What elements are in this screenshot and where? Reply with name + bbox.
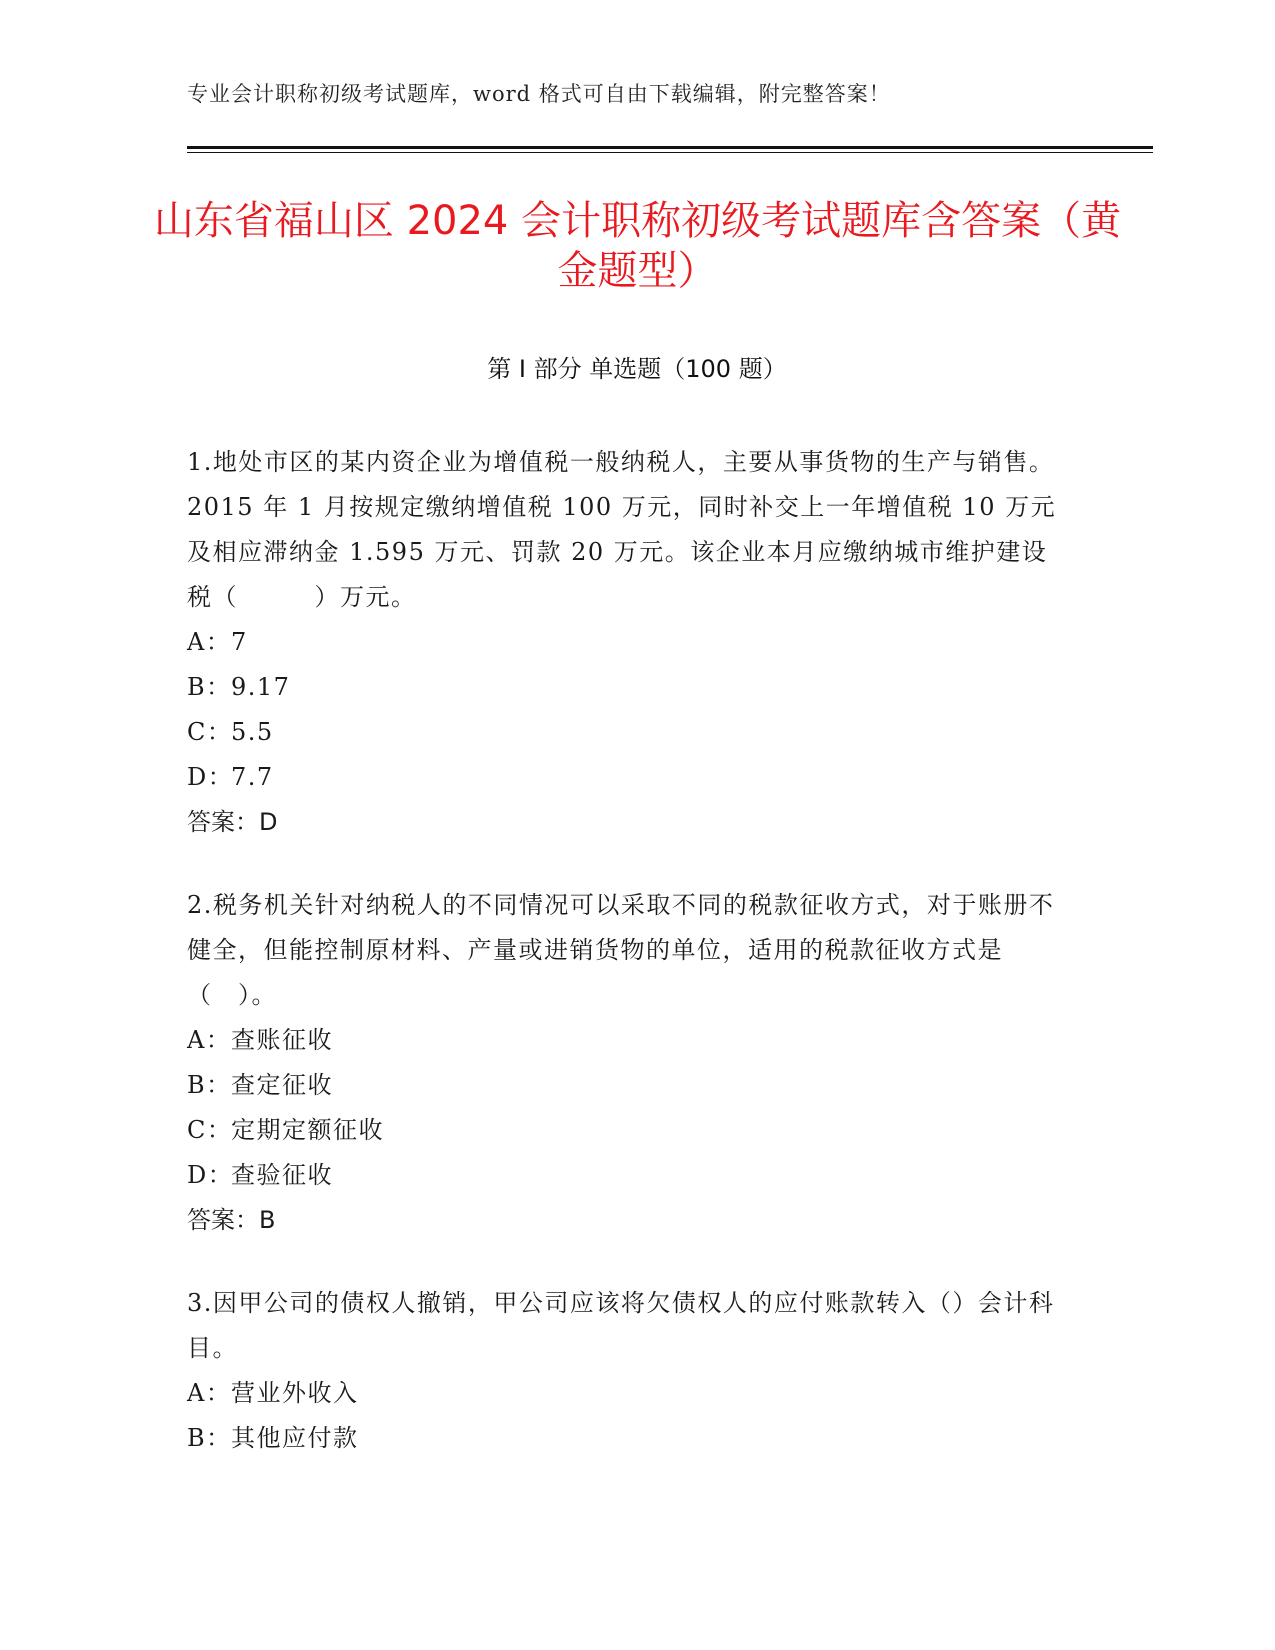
option-a — [187, 620, 1067, 665]
option-d — [187, 1153, 1067, 1198]
question-stem: 2.税务机关针对纳税人的不同情况可以采取不同的税款征收方式，对于账册不健全，但能控制原材料、产量或进销货物的单位，适用的税款征收方式是（ ）。 — [187, 891, 1055, 1009]
question-1 — [187, 440, 1067, 845]
option-key: B： — [187, 673, 232, 701]
option-key: D： — [187, 763, 234, 791]
option-key: C： — [187, 718, 233, 746]
option-d — [187, 755, 1067, 800]
header-rule-thin — [187, 152, 1153, 153]
option-key: A： — [187, 1026, 232, 1054]
option-text: 其他应付款 — [231, 1424, 359, 1452]
option-b — [187, 665, 1067, 710]
question-3 — [187, 1281, 1067, 1461]
option-key: B： — [187, 1424, 232, 1452]
option-text: 查定征收 — [231, 1071, 333, 1099]
option-c — [187, 710, 1067, 755]
option-text: 7 — [231, 628, 248, 656]
option-key: B： — [187, 1071, 232, 1099]
option-key: D： — [187, 1161, 234, 1189]
answer: 答案：D — [187, 808, 278, 836]
option-a — [187, 1371, 1067, 1416]
header-note: 专业会计职称初级考试题库，word 格式可自由下载编辑，附完整答案！ — [187, 82, 891, 106]
option-b — [187, 1063, 1067, 1108]
option-text: 查验征收 — [231, 1161, 333, 1189]
option-text: 5.5 — [231, 718, 274, 746]
answer: 答案：B — [187, 1206, 276, 1234]
option-text: 7.7 — [231, 763, 274, 791]
option-a — [187, 1018, 1067, 1063]
option-text: 查账征收 — [231, 1026, 333, 1054]
option-text: 营业外收入 — [231, 1379, 359, 1407]
question-2 — [187, 883, 1067, 1243]
document-title: 山东省福山区 2024 会计职称初级考试题库含答案（黄金题型） — [153, 198, 1122, 294]
header-rule-thick — [187, 146, 1153, 149]
section-heading: 第 I 部分 单选题（100 题） — [487, 355, 787, 383]
question-stem: 1.地处市区的某内资企业为增值税一般纳税人，主要从事货物的生产与销售。2015 年 1 月按规定缴纳增值税 100 万元，同时补交上一年增值税 10 万元及相应滞纳金 1.595 万元、罚款 20 万元。该企业本月应缴纳城市维护建设税（ ）万元。 — [187, 448, 1057, 611]
option-key: C： — [187, 1116, 233, 1144]
question-list — [187, 440, 1067, 1499]
option-key: A： — [187, 628, 232, 656]
option-b — [187, 1416, 1067, 1461]
option-c — [187, 1108, 1067, 1153]
option-key: A： — [187, 1379, 232, 1407]
option-text: 定期定额征收 — [231, 1116, 384, 1144]
question-stem: 3.因甲公司的债权人撤销，甲公司应该将欠债权人的应付账款转入（）会计科目。 — [187, 1289, 1055, 1362]
option-text: 9.17 — [231, 673, 291, 701]
